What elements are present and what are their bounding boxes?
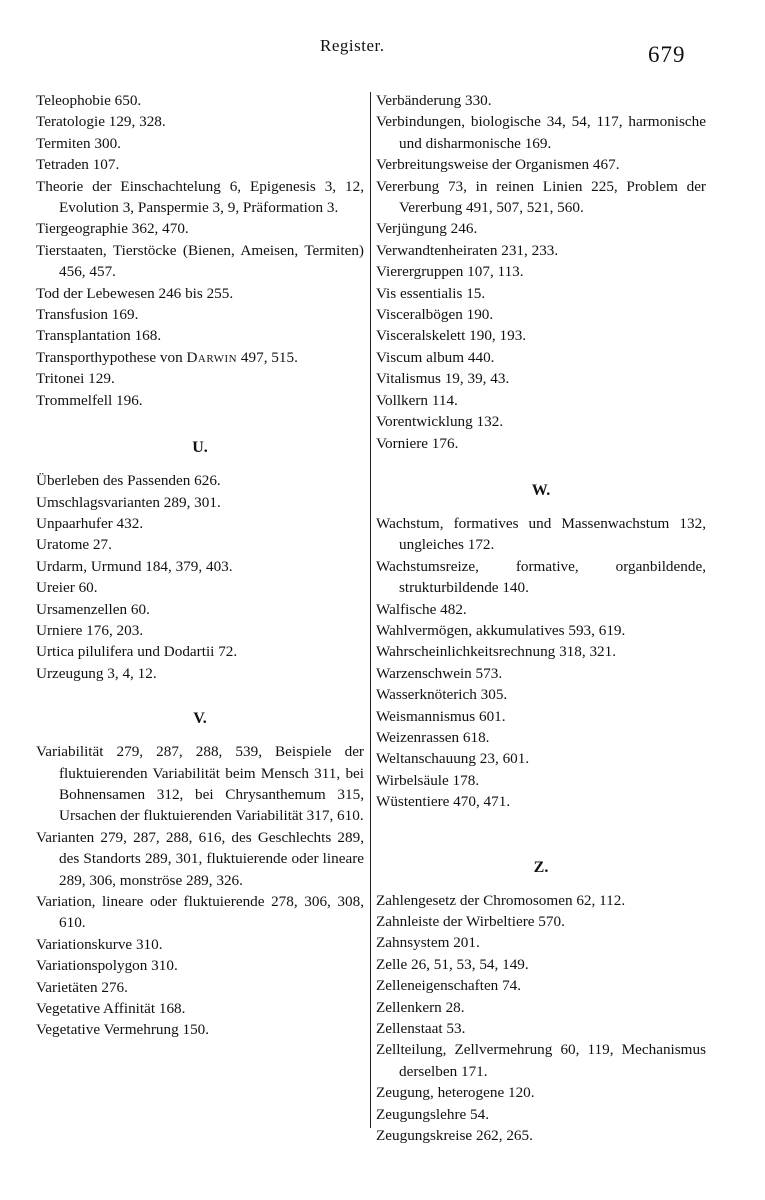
index-entry: Verbreitungsweise der Organismen 467.: [376, 156, 620, 174]
index-entry: Weltanschauung 23, 601.: [376, 750, 530, 768]
index-entry: Vegetative Affinität 168.: [36, 1000, 186, 1018]
right-column: [376, 90, 706, 1200]
index-entry: Urniere 176, 203.: [36, 621, 144, 639]
section-v-list: [36, 741, 364, 1041]
index-entry: Tod der Lebewesen 246 bis 255.: [36, 284, 234, 302]
index-entry: Transfusion 169.: [36, 306, 139, 324]
index-entry: Urtica pilulifera und Dodartii 72.: [36, 643, 238, 661]
index-entry: Viscum album 440.: [376, 348, 495, 366]
index-entry: Umschlagsvarianten 289, 301.: [36, 493, 221, 511]
index-entry: [36, 347, 364, 368]
index-entry: Vierergruppen 107, 113.: [376, 263, 524, 281]
index-entry: Wahrscheinlichkeitsrechnung 318, 321.: [376, 643, 617, 661]
index-entry: Weizenrassen 618.: [376, 728, 490, 746]
index-entry: Wahlvermögen, akkumulatives 593, 619.: [376, 621, 626, 639]
index-entry: Ureier 60.: [36, 579, 98, 597]
index-entry: Verbänderung 330.: [376, 92, 492, 109]
index-entry: Teleophobie 650.: [36, 92, 142, 109]
column-divider: [370, 92, 371, 1128]
index-entry: Zellteilung, Zellvermehrung 60, 119, Mechanismus derselben 171.: [376, 1041, 706, 1080]
index-entry: Verwandtenheiraten 231, 233.: [376, 241, 559, 259]
index-entry: Zeugungskreise 262, 265.: [376, 1127, 533, 1145]
index-entry: Unpaarhufer 432.: [36, 514, 144, 532]
index-entry: Zellenkern 28.: [376, 998, 465, 1016]
index-entry: Vollkern 114.: [376, 391, 458, 409]
section-heading-v: V.: [193, 710, 207, 728]
index-entry: Transplantation 168.: [36, 327, 162, 345]
index-entry: Varianten 279, 287, 288, 616, des Geschlechts 289, des Standorts 289, 301, fluktuierende oder lineare 289, 306, monströse 289, 326.: [36, 828, 364, 889]
index-entry: Trommelfell 196.: [36, 391, 143, 409]
index-entry: Wachstum, formatives und Massenwachstum 132, ungleiches 172.: [376, 514, 706, 554]
index-entry-text: Transporthypothese von: [36, 348, 187, 366]
index-entry: Theorie der Einschachtelung 6, Epigenesis 3, 12, Evolution 3, Panspermie 3, 9, Präformation 3.: [36, 177, 364, 217]
index-entry: Termiten 300.: [36, 134, 121, 152]
index-entry: Überleben des Passenden 626.: [36, 472, 221, 490]
index-entry: Wasserknöterich 305.: [376, 686, 508, 704]
running-title: Register.: [320, 36, 385, 55]
section-heading-w: W.: [531, 481, 551, 499]
index-entry: Wachstumsreize, formative, organbildende, strukturbildende 140.: [376, 557, 706, 597]
index-entry: Variationspolygon 310.: [36, 957, 178, 975]
index-entry: Visceralbögen 190.: [376, 306, 494, 324]
index-entry: Weismannismus 601.: [376, 707, 506, 725]
section-v-continued-list: [376, 90, 706, 454]
index-entry: Visceralskelett 190, 193.: [376, 327, 527, 345]
section-z-list: [376, 890, 706, 1147]
section-u-list: [36, 470, 364, 684]
page-header: [0, 36, 765, 66]
index-entry: Vegetative Vermehrung 150.: [36, 1021, 210, 1039]
index-entry: Wüstentiere 470, 471.: [376, 793, 511, 811]
index-entry: Vis essentialis 15.: [376, 284, 486, 302]
index-entry: Zahnleiste der Wirbeltiere 570.: [376, 913, 565, 930]
index-entry: Wirbelsäule 178.: [376, 771, 480, 789]
author-name: Darwin: [186, 348, 238, 366]
index-entry: Zellenstaat 53.: [376, 1020, 466, 1038]
index-entry: Zelle 26, 51, 53, 54, 149.: [376, 955, 529, 973]
index-entry: Urzeugung 3, 4, 12.: [36, 664, 157, 682]
section-w-list: [376, 513, 706, 813]
page-number: 679: [648, 42, 686, 67]
left-column: [36, 90, 364, 1200]
index-entry: Tritonei 129.: [36, 370, 115, 388]
index-entry: Zahlengesetz der Chromosomen 62, 112.: [376, 891, 626, 909]
index-entry: Vitalismus 19, 39, 43.: [376, 370, 510, 388]
index-entry: Walfische 482.: [376, 600, 467, 618]
section-t-list: [36, 90, 364, 411]
index-entry: Verbindungen, biologische 34, 54, 117, harmonische und disharmonische 169.: [376, 113, 706, 152]
index-entry: Zeugungslehre 54.: [376, 1105, 490, 1123]
index-entry: Variation, lineare oder fluktuierende 278, 306, 308, 610.: [36, 893, 364, 932]
index-entry: Variationskurve 310.: [36, 935, 163, 953]
index-entry: Vorentwicklung 132.: [376, 413, 504, 431]
index-entry: Tierstaaten, Tierstöcke (Bienen, Ameisen, Termiten) 456, 457.: [36, 241, 364, 281]
index-entry: Zeugung, heterogene 120.: [376, 1084, 535, 1102]
index-entry: Ursamenzellen 60.: [36, 600, 150, 618]
index-entry: Tiergeographie 362, 470.: [36, 220, 189, 238]
index-entry: Zelleneigenschaften 74.: [376, 977, 522, 995]
index-entry: Vererbung 73, in reinen Linien 225, Problem der Vererbung 491, 507, 521, 560.: [376, 177, 706, 217]
index-entry: Urdarm, Urmund 184, 379, 403.: [36, 557, 233, 575]
index-entry: Zahnsystem 201.: [376, 934, 480, 952]
index-entry: Vorniere 176.: [376, 434, 459, 452]
section-heading-u: U.: [192, 439, 208, 457]
index-entry: Teratologie 129, 328.: [36, 113, 166, 131]
index-entry: Tetraden 107.: [36, 156, 120, 174]
index-entry: Uratome 27.: [36, 536, 112, 554]
index-entry: Varietäten 276.: [36, 978, 128, 996]
index-entry-pages: 497, 515.: [237, 348, 298, 366]
index-entry: Variabilität 279, 287, 288, 539, Beispiele der fluktuierenden Variabilität beim Mensch 311, bei Bohnensamen 312, bei Chrysanthemum 315, Ursachen der fluktuierenden Variabilität 317, 610.: [36, 743, 364, 825]
index-entry: Verjüngung 246.: [376, 220, 478, 238]
index-entry: Warzenschwein 573.: [376, 664, 503, 682]
section-heading-z: Z.: [533, 858, 549, 876]
